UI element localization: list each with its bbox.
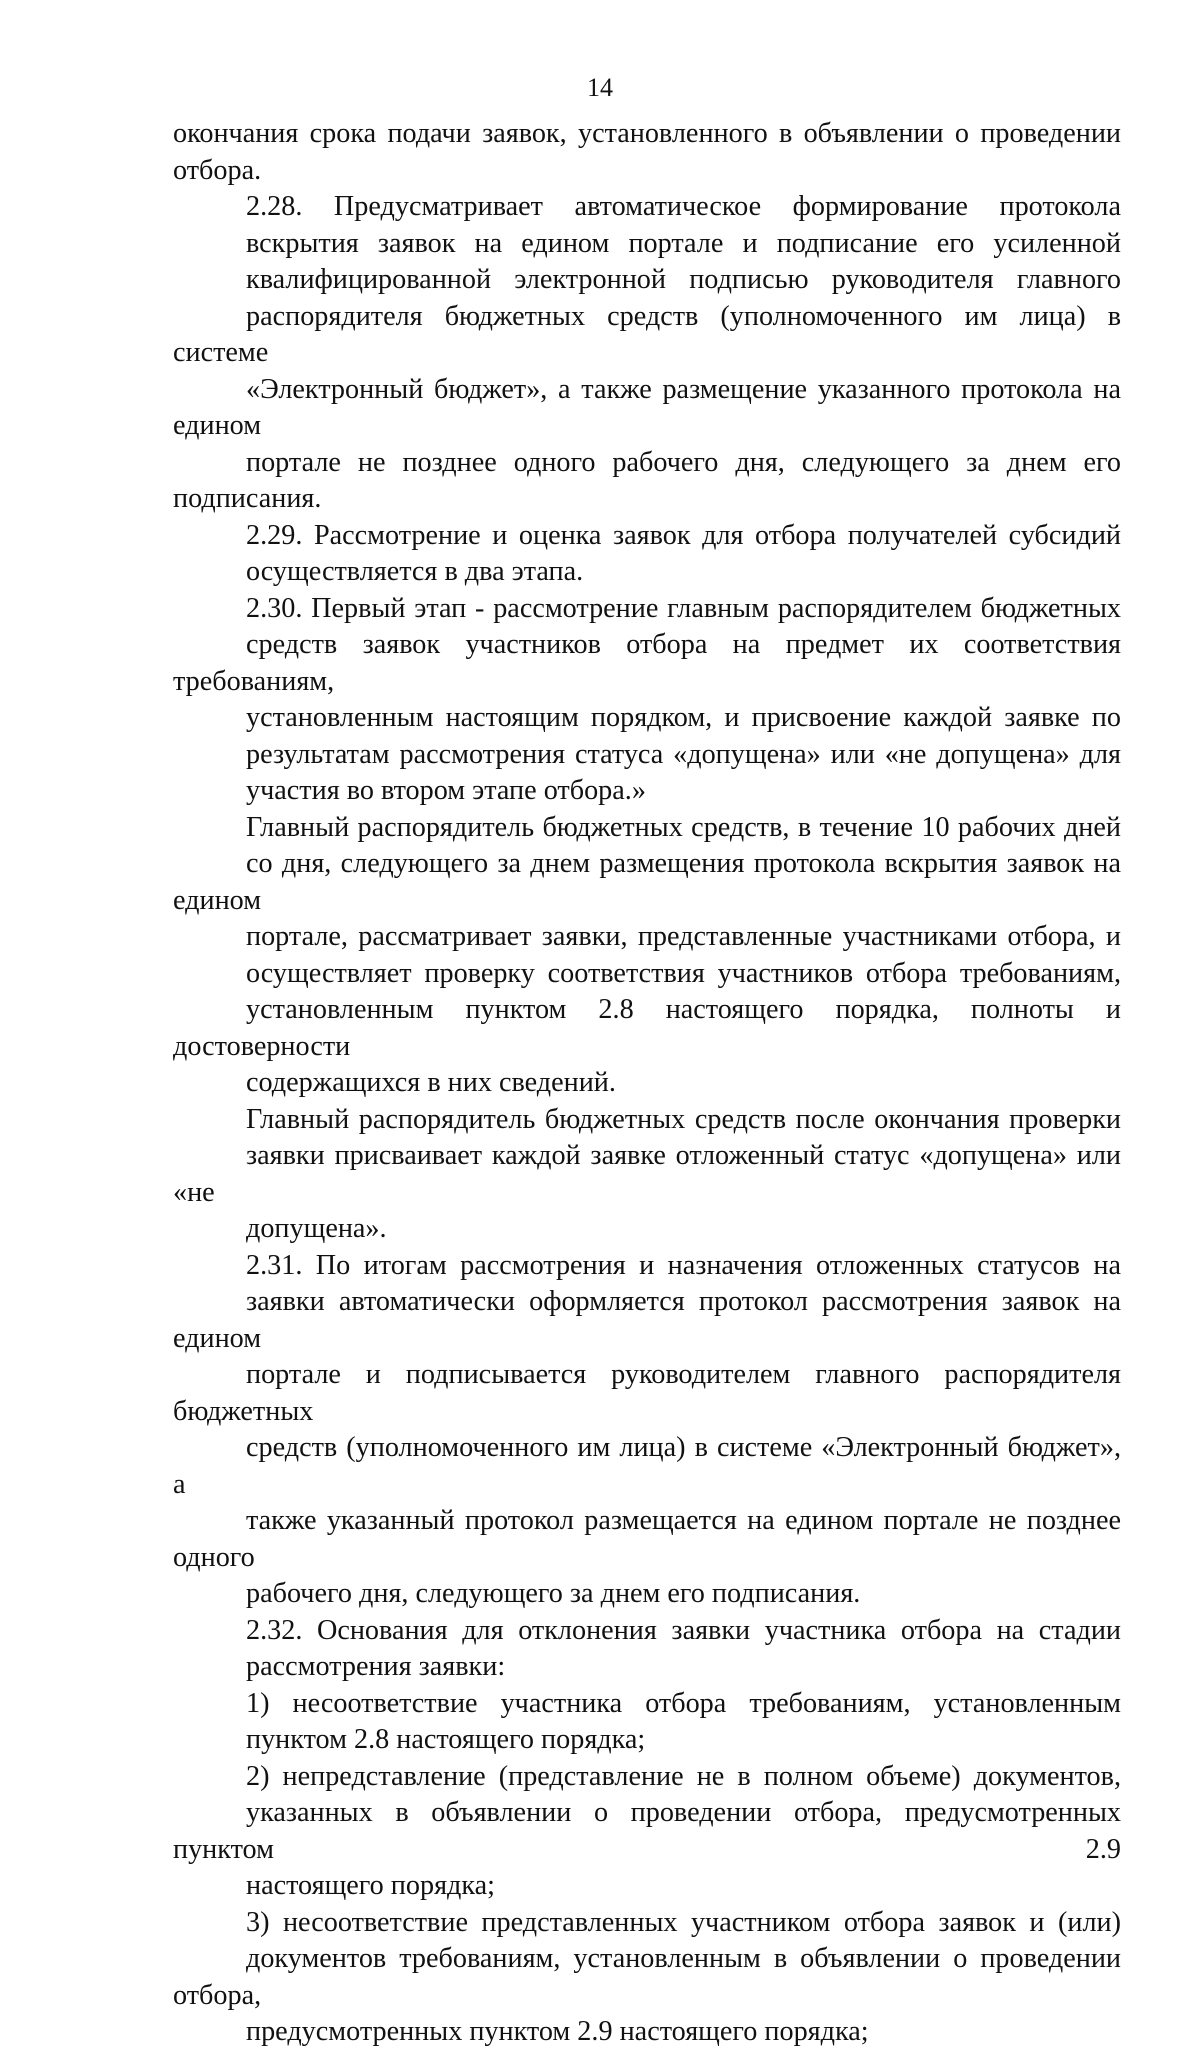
text-line: установленным пунктом 2.8 настоящего порядка, полноты и достоверности <box>173 994 1121 1062</box>
text-line: 2.32. Основания для отклонения заявки участника отбора на стадии <box>246 1614 1121 1646</box>
text-line: Главный распорядитель бюджетных средств после окончания проверки <box>246 1103 1121 1135</box>
text-line: указанных в объявлении о проведении отбора, предусмотренных пунктом 2.9 <box>173 1797 1121 1865</box>
text-line: заявки присваивает каждой заявке отложенный статус «допущена» или «не <box>173 1140 1121 1208</box>
paragraph <box>173 1759 1121 1905</box>
text-line: 1) несоответствие участника отбора требованиям, установленным <box>246 1687 1121 1719</box>
page-number: 14 <box>587 73 613 102</box>
text-line: настоящего порядка; <box>246 1870 495 1901</box>
paragraph <box>173 189 1121 518</box>
text-line: осуществляет проверку соответствия участников отбора требованиям, <box>246 957 1121 989</box>
paragraph <box>173 810 1121 1102</box>
text-line: предусмотренных пунктом 2.9 настоящего порядка; <box>246 2016 869 2047</box>
text-line: также указанный протокол размещается на едином портале не позднее одного <box>173 1505 1121 1573</box>
text-line: участия во втором этапе отбора.» <box>246 775 646 806</box>
text-line: 2) непредставление (представление не в полном объеме) документов, <box>246 1760 1121 1792</box>
text-line: заявки автоматически оформляется протокол рассмотрения заявок на едином <box>173 1286 1121 1354</box>
document-body <box>173 116 1121 2051</box>
text-line: документов требованиям, установленным в объявлении о проведении отбора, <box>173 1943 1121 2011</box>
text-line: «Электронный бюджет», а также размещение указанного протокола на едином <box>173 373 1121 441</box>
paragraph <box>173 1102 1121 1248</box>
paragraph <box>173 1248 1121 1613</box>
text-line: окончания срока подачи заявок, установленного в объявлении о проведении <box>173 118 1121 149</box>
text-line: Главный распорядитель бюджетных средств, в течение 10 рабочих дней <box>246 811 1121 843</box>
text-line: пунктом 2.8 настоящего порядка; <box>246 1724 646 1755</box>
text-line: средств заявок участников отбора на предмет их соответствия требованиям, <box>173 629 1121 697</box>
text-line: отбора. <box>173 154 262 186</box>
paragraph <box>173 591 1121 810</box>
text-line: 2.28. Предусматривает автоматическое формирование протокола <box>246 191 1121 222</box>
text-line: 2.29. Рассмотрение и оценка заявок для отбора получателей субсидий <box>246 519 1121 551</box>
text-line: содержащихся в них сведений. <box>246 1067 616 1098</box>
text-line: осуществляется в два этапа. <box>246 556 584 587</box>
text-line: портале и подписывается руководителем главного распорядителя бюджетных <box>173 1359 1121 1427</box>
text-line: средств (уполномоченного им лица) в системе «Электронный бюджет», а <box>173 1432 1121 1500</box>
paragraph <box>173 116 1121 189</box>
text-line: рабочего дня, следующего за днем его подписания. <box>246 1578 861 1609</box>
text-line: допущена». <box>246 1213 387 1244</box>
text-line: 2.31. По итогам рассмотрения и назначения отложенных статусов на <box>246 1249 1121 1281</box>
text-line: портале не позднее одного рабочего дня, следующего за днем его подписания. <box>173 446 1121 514</box>
paragraph <box>173 1905 1121 2051</box>
text-line: портале, рассматривает заявки, представленные участниками отбора, и <box>246 921 1121 952</box>
text-line: распорядителя бюджетных средств (уполномоченного им лица) в системе <box>173 300 1121 368</box>
text-line: рассмотрения заявки: <box>246 1651 506 1682</box>
text-line: установленным настоящим порядком, и присвоение каждой заявке по <box>246 702 1121 733</box>
paragraph <box>173 518 1121 591</box>
text-line: квалифицированной электронной подписью руководителя главного <box>246 264 1121 295</box>
text-line: со дня, следующего за днем размещения протокола вскрытия заявок на едином <box>173 848 1121 916</box>
text-line: вскрытия заявок на едином портале и подписание его усиленной <box>246 227 1121 259</box>
text-line: 2.30. Первый этап - рассмотрение главным распорядителем бюджетных <box>246 592 1121 624</box>
paragraph <box>173 1686 1121 1759</box>
paragraph <box>173 1613 1121 1686</box>
text-line: результатам рассмотрения статуса «допущена» или «не допущена» для <box>246 738 1121 770</box>
text-line: 3) несоответствие представленных участником отбора заявок и (или) <box>246 1906 1121 1938</box>
